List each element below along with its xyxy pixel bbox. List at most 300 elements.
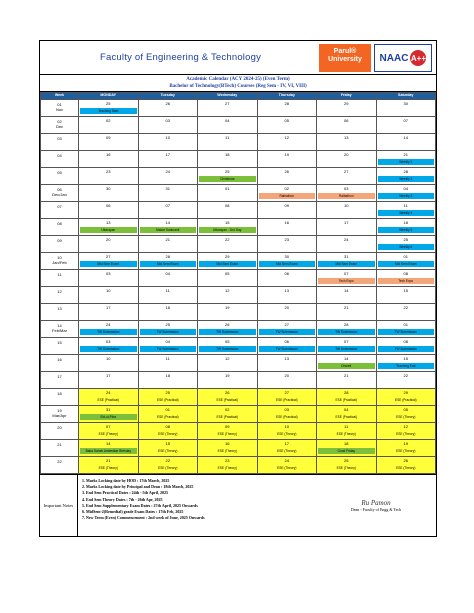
- event-label: ESE (Practical): [216, 415, 239, 419]
- day-cell: [198, 117, 258, 134]
- day-cell: [198, 151, 258, 168]
- day-date: 17: [344, 220, 349, 225]
- note-item: 7. New Term (Even) Commencement : 2nd week of June, 2025 Onwards: [82, 515, 205, 521]
- day-date: 28: [284, 101, 289, 106]
- day-cell: [376, 355, 436, 372]
- day-date: 30: [106, 186, 111, 191]
- day-cell: [198, 236, 258, 253]
- day-date: 24: [284, 458, 289, 463]
- day-date: 03: [106, 271, 111, 276]
- day-date: 02: [284, 186, 289, 191]
- day-cell: [317, 304, 377, 321]
- day-cell: [79, 423, 139, 440]
- week-month: Dec/Jan: [52, 192, 67, 197]
- day-date: 27: [106, 254, 111, 259]
- event-label: ESE (Practical): [156, 415, 179, 419]
- week-number: 12: [57, 289, 62, 294]
- day-date: 20: [344, 152, 349, 157]
- week-number: 19: [57, 408, 62, 413]
- event-label: ESE (Theory): [336, 466, 356, 470]
- day-cell: [79, 151, 139, 168]
- week-number: 02: [57, 119, 62, 124]
- event-label: Mid Sem Exam: [80, 261, 137, 267]
- week-number: 10: [57, 255, 62, 260]
- day-cell: [79, 202, 139, 219]
- event-label: Raibathon: [259, 193, 316, 199]
- day-date: 13: [106, 220, 111, 225]
- day-date: 03: [106, 339, 111, 344]
- day-cell: [198, 202, 258, 219]
- day-cell: [138, 287, 198, 304]
- day-cell: [317, 338, 377, 355]
- day-cell: [79, 457, 139, 474]
- day-date: 25: [165, 390, 170, 395]
- day-date: 03: [344, 186, 349, 191]
- event-label: Baba Saheb Ambedkar Birthday: [80, 448, 137, 454]
- week-number: 18: [57, 391, 62, 396]
- event-label: ESE (Theory): [158, 466, 178, 470]
- event-label: ESE (Theory): [98, 432, 118, 436]
- day-date: 26: [225, 322, 230, 327]
- day-date: 18: [165, 373, 170, 378]
- day-date: 24: [165, 169, 170, 174]
- day-cell: [79, 219, 139, 236]
- day-date: 04: [165, 271, 170, 276]
- week-cell: [41, 423, 79, 440]
- event-label: ESE (Theory): [158, 449, 178, 453]
- event-label: ESE (Practical): [335, 415, 358, 419]
- day-cell: [257, 406, 317, 423]
- day-date: 11: [165, 356, 170, 361]
- day-date: 28: [165, 254, 170, 259]
- week-row: [41, 134, 436, 151]
- day-date: 20: [284, 373, 289, 378]
- day-cell: [376, 202, 436, 219]
- day-cell: [79, 168, 139, 185]
- week-month: Feb/Mar: [52, 328, 67, 333]
- day-date: 25: [106, 101, 111, 106]
- day-cell: [317, 202, 377, 219]
- day-cell: [138, 321, 198, 338]
- day-date: 05: [284, 118, 289, 123]
- day-cell: [138, 372, 198, 389]
- event-label: ESE (Practical): [156, 398, 179, 402]
- event-label: Mid Sem Exam: [378, 261, 435, 267]
- week-row: [41, 304, 436, 321]
- day-date: 12: [225, 288, 230, 293]
- day-cell: [376, 185, 436, 202]
- week-cell: [41, 168, 79, 185]
- note-item: 6. MidSem-2(Remedial) grade Exam Dates : 17th Feb, 2025: [82, 509, 184, 515]
- event-label: ESE (Theory): [396, 449, 416, 453]
- event-label: Christmas: [199, 176, 256, 182]
- day-cell: [317, 236, 377, 253]
- week-row: [41, 338, 436, 355]
- day-date: 27: [284, 390, 289, 395]
- week-number: 08: [57, 221, 62, 226]
- day-date: 03: [165, 118, 170, 123]
- day-cell: [198, 423, 258, 440]
- event-label: ESE (Practical): [394, 398, 417, 402]
- day-cell: [257, 287, 317, 304]
- day-cell: [317, 372, 377, 389]
- day-cell: [198, 270, 258, 287]
- week-cell: [41, 304, 79, 321]
- week-row: [41, 423, 436, 440]
- day-date: 17: [284, 441, 289, 446]
- day-date: 06: [284, 271, 289, 276]
- day-date: 11: [165, 288, 170, 293]
- day-cell: [198, 457, 258, 474]
- day-cell: [317, 406, 377, 423]
- naac-logo: [374, 44, 432, 72]
- event-label: TW Submission: [80, 346, 137, 352]
- day-cell: [138, 304, 198, 321]
- day-date: 16: [225, 441, 230, 446]
- day-date: 19: [284, 152, 289, 157]
- event-label: Teaching End: [378, 363, 435, 369]
- event-label: TW Submission: [140, 329, 197, 335]
- week-row: [41, 202, 436, 219]
- week-number: 14: [57, 323, 62, 328]
- day-date: 09: [106, 135, 111, 140]
- day-date: 11: [403, 203, 408, 208]
- day-cell: [257, 185, 317, 202]
- week-cell: [41, 202, 79, 219]
- week-row: [41, 440, 436, 457]
- day-cell: [198, 100, 258, 117]
- week-row: [41, 117, 436, 134]
- week-number: 21: [57, 442, 62, 447]
- day-cell: [198, 168, 258, 185]
- day-date: 14: [106, 441, 111, 446]
- day-cell: [257, 270, 317, 287]
- day-date: 09: [225, 424, 230, 429]
- day-date: 26: [403, 458, 408, 463]
- day-date: 12: [403, 424, 408, 429]
- week-row: [41, 168, 436, 185]
- event-label: ESE (Theory): [98, 466, 118, 470]
- day-date: 21: [344, 373, 349, 378]
- day-date: 18: [403, 220, 408, 225]
- day-date: 24: [344, 237, 349, 242]
- day-cell: [317, 117, 377, 134]
- week-cell: [41, 134, 79, 151]
- day-cell: [376, 372, 436, 389]
- day-date: 04: [403, 186, 408, 191]
- parul-logo-text: Parul® University: [328, 48, 362, 63]
- event-label: Mid Sem Exam: [318, 261, 375, 267]
- day-cell: [79, 270, 139, 287]
- header-row: [41, 93, 436, 100]
- week-row: [41, 236, 436, 253]
- day-cell: [257, 202, 317, 219]
- week-cell: [41, 236, 79, 253]
- event-label: Makar Sankranti: [140, 227, 197, 233]
- day-cell: [138, 406, 198, 423]
- event-label: Eid-ul-Fitra: [80, 414, 137, 420]
- day-cell: [79, 185, 139, 202]
- day-cell: [317, 355, 377, 372]
- header: [40, 41, 436, 75]
- day-date: 19: [225, 373, 230, 378]
- event-label: ESE (Theory): [217, 432, 237, 436]
- event-label: TW Submission: [318, 346, 375, 352]
- day-cell: [138, 151, 198, 168]
- event-label: Dhuleti: [318, 363, 375, 369]
- day-cell: [79, 236, 139, 253]
- day-cell: [257, 457, 317, 474]
- event-label: Uttarayan - 2nd Day: [199, 227, 256, 233]
- event-label: TW Submission: [378, 346, 435, 352]
- signature-block: [316, 475, 436, 536]
- day-date: 08: [403, 339, 408, 344]
- signature-mark: Ru Pamon: [361, 499, 391, 507]
- day-cell: [376, 321, 436, 338]
- week-row: [41, 321, 436, 338]
- week-number: 09: [57, 238, 62, 243]
- day-date: 14: [344, 288, 349, 293]
- day-date: 04: [165, 339, 170, 344]
- day-cell: [257, 389, 317, 406]
- day-date: 13: [284, 356, 289, 361]
- day-cell: [376, 134, 436, 151]
- day-date: 06: [344, 118, 349, 123]
- day-cell: [198, 372, 258, 389]
- day-cell: [376, 406, 436, 423]
- day-date: 17: [106, 305, 111, 310]
- column-header: Tuesday: [138, 93, 198, 100]
- day-date: 24: [106, 390, 111, 395]
- calendar-sheet: [39, 40, 437, 537]
- event-label: Weekly 4: [378, 210, 435, 216]
- day-date: 07: [106, 424, 111, 429]
- notes-section: [40, 474, 436, 536]
- event-label: Raibathon: [318, 193, 375, 199]
- week-row: [41, 253, 436, 270]
- day-date: 16: [106, 152, 111, 157]
- calendar-body: [41, 100, 436, 474]
- day-cell: [138, 423, 198, 440]
- day-cell: [376, 100, 436, 117]
- logos: [319, 44, 432, 72]
- day-date: 07: [165, 203, 170, 208]
- week-number: 13: [57, 306, 62, 311]
- day-cell: [198, 287, 258, 304]
- day-cell: [79, 355, 139, 372]
- day-cell: [79, 321, 139, 338]
- event-label: TW Submission: [80, 329, 137, 335]
- day-date: 29: [344, 101, 349, 106]
- day-date: 15: [225, 220, 230, 225]
- day-date: 22: [225, 237, 230, 242]
- day-cell: [198, 338, 258, 355]
- day-cell: [198, 253, 258, 270]
- day-date: 10: [284, 424, 289, 429]
- day-date: 29: [225, 254, 230, 259]
- week-number: 07: [57, 204, 62, 209]
- signature-caption: Dean - Faculty of Engg & Tech: [350, 507, 402, 512]
- day-date: 14: [403, 135, 408, 140]
- event-label: ESE (Theory): [217, 449, 237, 453]
- day-cell: [79, 253, 139, 270]
- week-cell: [41, 372, 79, 389]
- day-date: 26: [225, 390, 230, 395]
- day-date: 15: [403, 356, 408, 361]
- event-label: TW Submission: [140, 346, 197, 352]
- event-label: Teaching Start: [80, 108, 137, 114]
- day-cell: [79, 338, 139, 355]
- week-month: Dec: [55, 124, 64, 129]
- note-item: 5. End Sem Supplementary Exam Dates : 27th April, 2025 Onwards: [82, 502, 198, 508]
- day-date: 18: [344, 441, 349, 446]
- day-date: 08: [165, 424, 170, 429]
- column-header: Thursday: [257, 93, 317, 100]
- day-cell: [198, 185, 258, 202]
- event-label: Mid Sem Exam: [259, 261, 316, 267]
- note-item: 3. End Sem Practical Dates : 24th - 5th April, 2025: [82, 490, 168, 496]
- day-date: 02: [225, 407, 230, 412]
- day-date: 19: [225, 305, 230, 310]
- day-cell: [198, 219, 258, 236]
- day-cell: [138, 219, 198, 236]
- day-date: 31: [344, 254, 349, 259]
- week-row: [41, 355, 436, 372]
- week-number: 17: [57, 374, 62, 379]
- day-cell: [376, 253, 436, 270]
- day-date: 23: [225, 458, 230, 463]
- day-date: 14: [344, 356, 349, 361]
- day-date: 02: [106, 118, 111, 123]
- week-row: [41, 287, 436, 304]
- week-number: 16: [57, 357, 62, 362]
- day-date: 21: [165, 237, 170, 242]
- day-cell: [79, 117, 139, 134]
- week-cell: [41, 117, 79, 134]
- event-label: Weekly 1: [378, 159, 435, 165]
- day-date: 23: [284, 237, 289, 242]
- day-cell: [198, 321, 258, 338]
- day-cell: [376, 270, 436, 287]
- naac-grade-badge: A++: [410, 50, 426, 66]
- day-date: 17: [106, 373, 111, 378]
- day-cell: [257, 423, 317, 440]
- event-label: ESE (Theory): [396, 415, 416, 419]
- note-item: 4. End Sem Theory Dates : 7th - 26th Apr, 2025: [82, 496, 163, 502]
- day-cell: [376, 457, 436, 474]
- calendar-table: [40, 92, 436, 474]
- week-number: 03: [57, 136, 62, 141]
- day-date: 11: [344, 424, 349, 429]
- note-item: 2. Marks Locking date by Principal and Dean : 18th March, 2025: [82, 484, 194, 490]
- day-date: 01: [403, 322, 408, 327]
- day-cell: [257, 321, 317, 338]
- week-number: 05: [57, 170, 62, 175]
- day-cell: [376, 389, 436, 406]
- day-cell: [198, 440, 258, 457]
- day-date: 28: [344, 322, 349, 327]
- naac-text: NAAC: [379, 52, 409, 64]
- column-header: Wednesday: [198, 93, 258, 100]
- day-cell: [138, 457, 198, 474]
- column-header: Week: [41, 93, 79, 100]
- day-cell: [317, 389, 377, 406]
- event-label: Weekly 3: [378, 193, 435, 199]
- week-number: 01: [57, 102, 62, 107]
- week-cell: [41, 440, 79, 457]
- event-label: ESE (Theory): [396, 432, 416, 436]
- day-date: 15: [165, 441, 170, 446]
- day-date: 08: [403, 271, 408, 276]
- day-date: 27: [284, 322, 289, 327]
- day-date: 07: [344, 271, 349, 276]
- day-date: 29: [403, 390, 408, 395]
- day-cell: [257, 372, 317, 389]
- day-cell: [317, 185, 377, 202]
- day-date: 21: [344, 305, 349, 310]
- day-cell: [376, 219, 436, 236]
- week-cell: [41, 151, 79, 168]
- day-date: 30: [284, 254, 289, 259]
- day-date: 25: [403, 237, 408, 242]
- day-cell: [79, 372, 139, 389]
- day-cell: [257, 440, 317, 457]
- day-date: 27: [225, 101, 230, 106]
- note-item: 1. Marks Locking date by HOD : 17th March, 2025: [82, 478, 170, 483]
- week-cell: [41, 457, 79, 474]
- day-date: 22: [165, 458, 170, 463]
- day-cell: [257, 151, 317, 168]
- week-row: [41, 270, 436, 287]
- day-cell: [138, 117, 198, 134]
- day-date: 31: [106, 407, 111, 412]
- day-date: 15: [403, 288, 408, 293]
- day-cell: [376, 117, 436, 134]
- day-date: 10: [165, 135, 170, 140]
- day-date: 17: [165, 152, 170, 157]
- day-cell: [138, 440, 198, 457]
- day-date: 12: [284, 135, 289, 140]
- calendar-title-line2: Bachelor of Technology(BTech) Courses (Reg Sem - IV, VI, VIII): [169, 84, 307, 89]
- day-date: 18: [165, 305, 170, 310]
- day-cell: [257, 168, 317, 185]
- day-cell: [376, 287, 436, 304]
- week-number: 11: [57, 272, 62, 277]
- day-cell: [317, 253, 377, 270]
- event-label: ESE (Theory): [277, 466, 297, 470]
- day-cell: [138, 355, 198, 372]
- parul-university-logo: [319, 44, 371, 72]
- week-month: Mar/Apr: [52, 413, 67, 418]
- event-label: TW Submission: [259, 329, 316, 335]
- day-date: 05: [225, 339, 230, 344]
- day-cell: [138, 389, 198, 406]
- event-label: Tech Expo: [318, 278, 375, 284]
- day-cell: [376, 304, 436, 321]
- day-date: 27: [344, 169, 349, 174]
- day-cell: [198, 304, 258, 321]
- day-cell: [79, 100, 139, 117]
- day-date: 11: [225, 135, 230, 140]
- day-cell: [198, 389, 258, 406]
- day-cell: [79, 287, 139, 304]
- day-date: 04: [344, 407, 349, 412]
- day-date: 10: [344, 203, 349, 208]
- week-cell: [41, 321, 79, 338]
- day-cell: [317, 287, 377, 304]
- day-cell: [317, 100, 377, 117]
- event-label: TW Submission: [199, 346, 256, 352]
